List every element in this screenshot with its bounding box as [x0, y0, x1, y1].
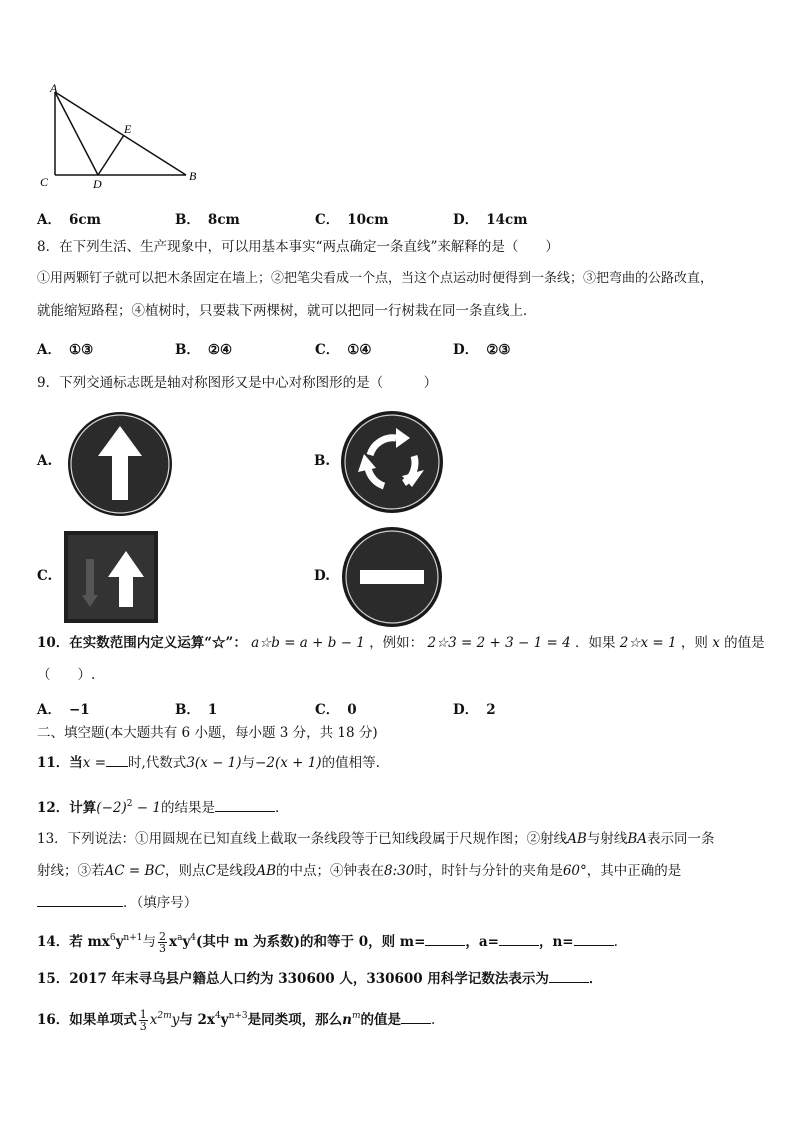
straight-ahead-arrow-sign-icon [66, 410, 174, 518]
q13-line-1: 13．下列说法：①用圆规在已知直线上截取一条线段等于已知线段属于尺规作图；②射线AB与射线BA表示同一条 [37, 831, 715, 847]
label-a: A [50, 81, 58, 95]
q16: 16．如果单项式 $\frac{1}{3}$ $x^{2m}y$与 $2x^4y^{n+3}$是同类项，那么$n^m$的值是 . [37, 1008, 436, 1033]
q14-blank-n [574, 933, 614, 946]
triangle-figure [36, 80, 216, 195]
q10-paren: （ ）. [37, 667, 96, 683]
q8-line-1: ①用两颗钉子就可以把木条固定在墙上；②把笔尖看成一个点，当这个点运动时便得到一条线；③把弯曲的公路改直， [37, 271, 714, 286]
label-e: E [124, 122, 132, 136]
q15: 15．2017 年末寻乌县户籍总人口约为 330600 人，330600 用科学记数法表示为 ． [37, 971, 603, 987]
label-b: B [189, 169, 197, 183]
one-way-square-sign-icon [64, 531, 158, 623]
q9-option-c-label: C. [37, 568, 53, 584]
q13-line-2: 射线；③若AC = BC，则点C是线段AB的中点；④钟表在8:30时，时针与分针的夹角是60°，其中正确的是 [37, 863, 682, 879]
q10-option-c: C． 0 [315, 702, 357, 718]
q15-blank [549, 970, 589, 983]
section-heading: 二、填空题(本大题共有 6 小题，每小题 3 分，共 18 分) [37, 725, 378, 741]
q10-stem: 10．在实数范围内定义运算“☆”： a☆b = a + b − 1 ，例如： 2☆3 = 2 + 3 − 1 = 4 ．如果 2☆x = 1 ，则 x 的值是 [37, 635, 765, 651]
q12-blank [215, 799, 275, 812]
q10-definition: a☆b = a + b − 1 [251, 635, 365, 651]
label-c: C [40, 175, 49, 189]
q7-option-c: C． 10cm [315, 212, 389, 228]
q8-line-2: 就能缩短路程；④植树时，只要栽下两棵树，就可以把同一行树栽在同一条直线上． [37, 303, 537, 319]
q9-option-d-label: D. [314, 568, 330, 584]
q9-stem: 9．下列交通标志既是轴对称图形又是中心对称图形的是（ ） [37, 375, 438, 391]
q10-option-b: B． 1 [175, 702, 218, 718]
q16-fraction: $\frac{1}{3}$ [139, 1008, 147, 1033]
q10-condition: 2☆x = 1 [619, 635, 677, 651]
q11: 11．当x = 时,代数式3(x − 1)与−2(x + 1)的值相等. [37, 755, 380, 771]
q7-option-b: B． 8cm [175, 212, 240, 228]
q14-blank-m [425, 933, 465, 946]
q10-option-d: D． 2 [453, 702, 496, 718]
q8-option-b: B． ②④ [175, 342, 233, 358]
q7-option-a: A． 6cm [37, 212, 101, 228]
label-d: D [93, 177, 102, 191]
q12: 12．计算$(-2)^2 - 1$的结果是 ． [37, 799, 289, 816]
q11-blank [106, 754, 128, 767]
roundabout-sign-icon [340, 410, 444, 514]
q14-blank-a [499, 933, 539, 946]
q10-option-a: A． −1 [37, 702, 90, 718]
q8-option-a: A． ①③ [37, 342, 94, 358]
q16-blank [401, 1011, 431, 1024]
q9-option-b-label: B. [314, 453, 331, 469]
q14: 14．若 $mx^6y^{n+1}$与 $\frac{2}{3}$ $x^ay^4$(其中 m 为系数)的和等于 0，则 m= ，a= ，n= . [37, 930, 618, 955]
q13-blank [37, 894, 123, 907]
q8-option-d: D． ②③ [453, 342, 511, 358]
q13-line-3: ．（填序号） [37, 894, 197, 912]
no-entry-sign-icon [340, 526, 444, 628]
q9-option-a-label: A. [37, 453, 53, 469]
q8-option-c: C． ①④ [315, 342, 372, 358]
q14-fraction: $\frac{2}{3}$ [159, 930, 166, 955]
q7-option-d: D． 14cm [453, 212, 528, 228]
q10-example: 2☆3 = 2 + 3 − 1 = 4 [427, 635, 571, 651]
q8-stem: 8．在下列生活、生产现象中，可以用基本事实“两点确定一条直线”来解释的是（ ） [37, 239, 559, 255]
